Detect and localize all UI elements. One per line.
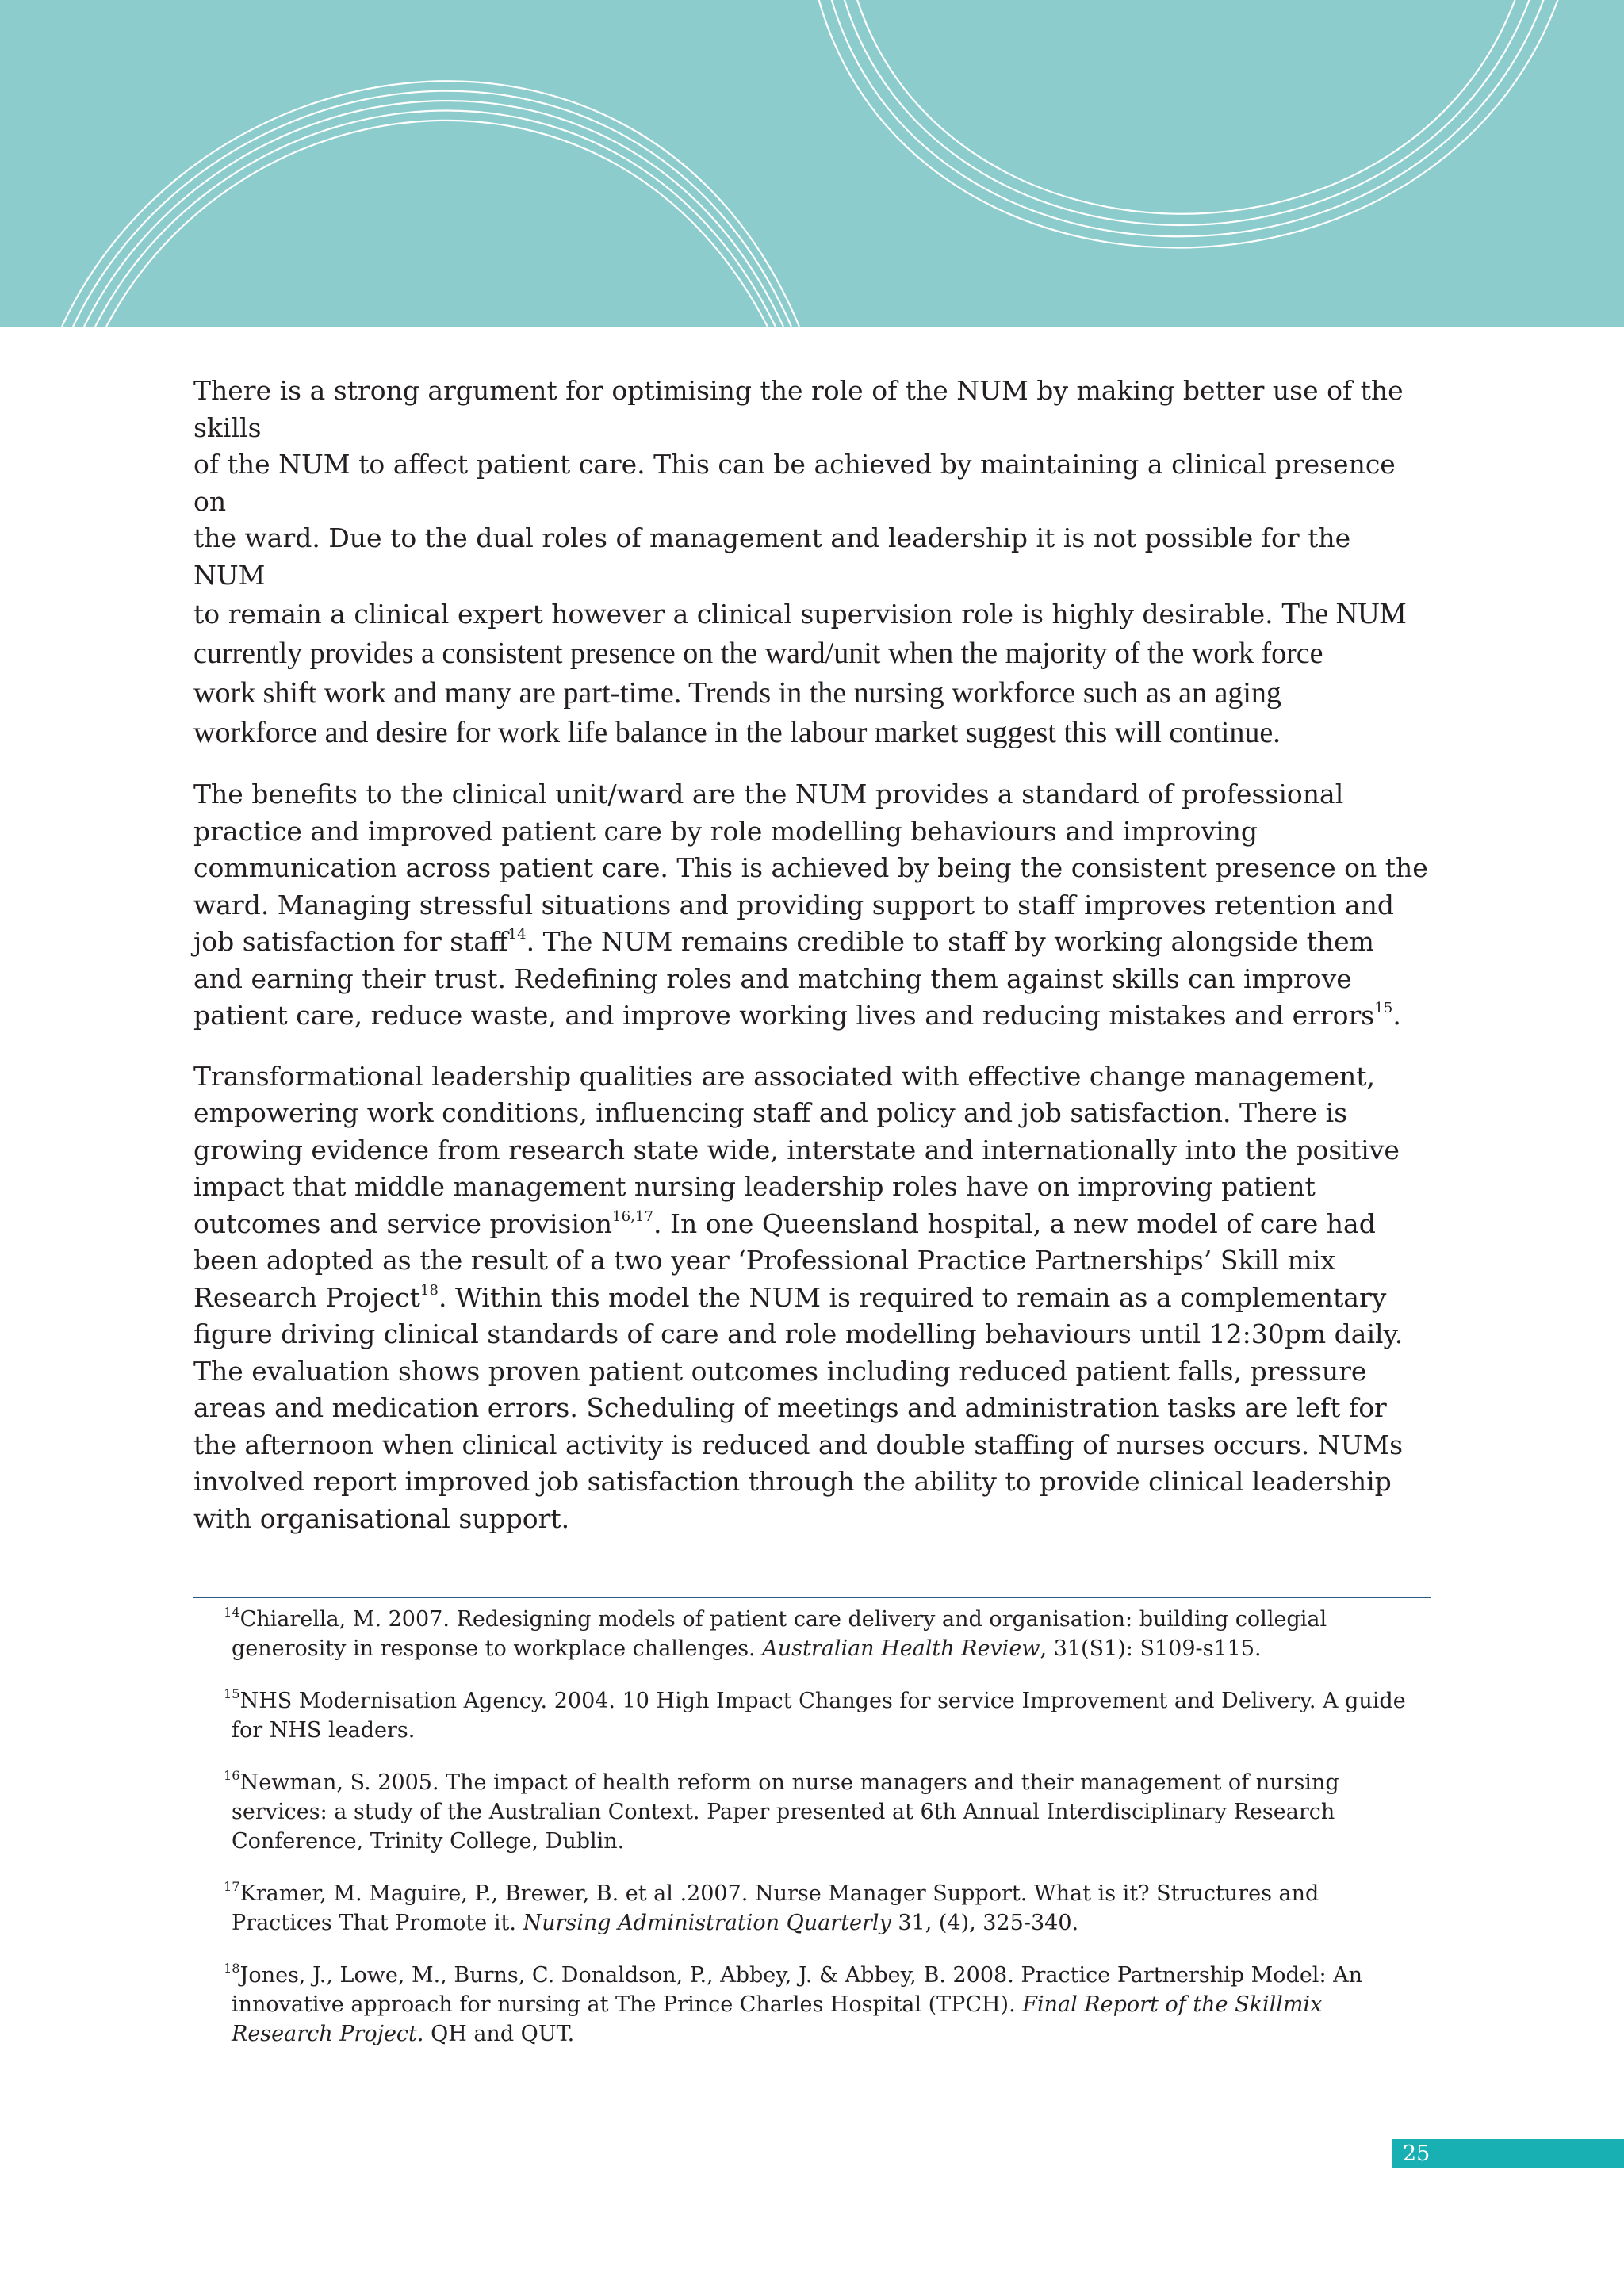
footnote-italic: Nursing Administration Quarterly [523,1911,891,1935]
p1-line: workforce and desire for work life balance in the labour market suggest this will continue. [193,716,1281,749]
p3-text: . In one Queensland hospital, a new model of care had been adopted as the result of a two year ‘Professional Practice Partnerships’ Skill mix Research Project [193,1207,1376,1313]
p2-text: . The NUM remains credible to staff by working alongside them and earning their trust. Redefining roles and matching them against skills can improve patient care, reduce waste, and improve working lives and reducing mistakes and errors [193,926,1375,1031]
footnote-text: NHS Modernisation Agency. 2004. 10 High Impact Changes for service Improvement and Delivery. A guide for NHS leaders. [232,1689,1406,1743]
left-arc-group [62,81,799,327]
footnote-italic: Final Report of the Skillmix Research Project. [232,1992,1323,2046]
header-banner [0,0,1624,327]
right-arc-group [817,0,1561,248]
footnote-italic: Australian Health Review [762,1636,1040,1661]
footnote-14 [224,1605,1421,1663]
p1-line [193,594,1431,633]
citation-ref: 16,17 [612,1207,653,1225]
decorative-arc-lines [0,0,1624,327]
p3-text: . Within this model the NUM is required to remain as a complementary figure driving clinical standards of care and role modelling behaviours until 12:30pm daily. The evaluation shows proven patient outcomes including reduced patient falls, pressure areas and medication errors. Scheduling of meetings and administration tasks are left for the afternoon when clinical activity is reduced and double staffing of nurses occurs. NUMs involved report improved job satisfaction through the ability to provide clinical leadership with organisational support. [193,1281,1404,1534]
footnote-number: 17 [224,1879,240,1895]
footnote-text: Kramer, M. Maguire, P., Brewer, B. et al .2007. Nurse Manager Support. What is it? Structures and Practices That Promote it. [232,1881,1320,1935]
paragraph-1 [193,373,1431,752]
page-number: 25 [1392,2139,1624,2168]
p1-line: There is a strong argument for optimising the role of the NUM by making better use of the skills [193,375,1404,443]
footnote-tail: 31, (4), 325-340. [891,1911,1079,1935]
p1-line: currently provides a consistent presence on the ward/unit when the majority of the work force [193,637,1323,670]
footnote-number: 15 [224,1686,240,1702]
footnote-tail: , 31(S1): S109-s115. [1040,1636,1262,1661]
footnote-17 [224,1879,1421,1938]
p1-line: the ward. Due to the dual roles of management and leadership it is not possible for the NUM [193,522,1351,591]
footnote-number: 16 [224,1768,240,1784]
footnote-tail: QH and QUT. [423,2022,575,2046]
footnote-text: Jones, J., Lowe, M., Burns, C. Donaldson, P., Abbey, J. & Abbey, B. 2008. Practice Partnership Model: An innovative approach for nursing at The Prince Charles Hospital (TPCH). [232,1963,1363,2017]
paragraph-3 [193,1058,1431,1538]
footnote-divider [193,1597,1431,1598]
p2-text: . [1392,1000,1401,1031]
footnote-15 [224,1686,1421,1745]
p1-line: work shift work and many are part-time. Trends in the nursing workforce such as an aging [193,676,1281,710]
paragraph-2 [193,776,1431,1035]
footnote-text: Chiarella, M. 2007. Redesigning models of patient care delivery and organisation: building collegial generosity in response to workplace challenges. [232,1607,1327,1661]
footnote-number: 18 [224,1961,240,1976]
p1-line-part: The NUM [1281,597,1407,630]
footnote-16 [224,1768,1421,1856]
p1-line-part: to remain a clinical expert however a clinical supervision role is highly desirable. [193,599,1274,629]
p2-text: The benefits to the clinical unit/ward are the NUM provides a standard of professional practice and improved patient care by role modelling behaviours and improving communication across patient care. This is achieved by being the consistent presence on the ward. Managing stressful situations and providing support to staff improves retention and job satisfaction for staff [193,779,1428,957]
footnotes [224,1605,1421,2072]
citation-ref: 14 [508,926,527,943]
p3-text: Transformational leadership qualities are associated with effective change management, empowering work conditions, influencing staff and policy and job satisfaction. There is growing evidence from research state wide, interstate and internationally into the positive impact that middle management nursing leadership roles have on improving patient outcomes and service provision [193,1060,1400,1239]
citation-ref: 15 [1374,1000,1393,1017]
footnote-text: Newman, S. 2005. The impact of health reform on nurse managers and their management of nursing services: a study of the Australian Context. Paper presented at 6th Annual Interdisciplinary Research Conference, Trinity College, Dublin. [232,1770,1339,1854]
footnote-number: 14 [224,1605,240,1621]
footnote-18 [224,1961,1421,2049]
main-body [193,373,1431,1561]
p1-line: of the NUM to affect patient care. This can be achieved by maintaining a clinical presence on [193,449,1396,517]
citation-ref: 18 [419,1281,439,1299]
